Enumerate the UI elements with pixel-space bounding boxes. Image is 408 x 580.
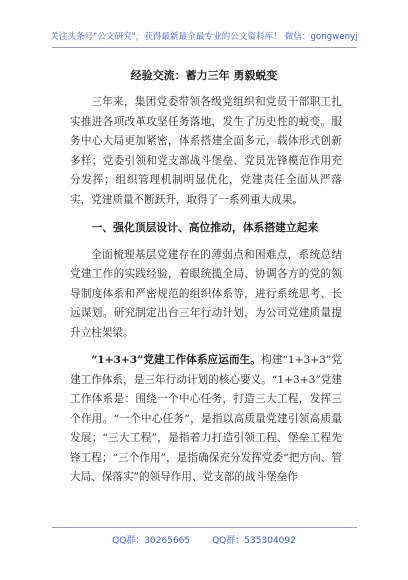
document-body [70,93,342,488]
footer-qq-group-1: QQ群：30265665 [112,536,191,546]
footer-contact [0,533,408,546]
footer-divider [52,527,357,528]
footer-qq-group-2: QQ群：535304092 [212,536,296,546]
document-title: 经验交流：蓄力三年 勇毅蜕变 [130,69,278,82]
section1-paragraph: 全面梳理基层党建存在的薄弱点和困难点，系统总结党建工作的实践经验，着眼统揽全局、协调各方的党的领导制度体系和严密规范的组织体系等，进行系统思考、长远谋划。研究制定出台三年行动计划，为公司党建质量提升立柱架梁。 [70,248,342,339]
system-paragraph-text: 构建“1+3+3”党建工作体系，是三年行动计划的核心要义。“1+3+3”党建工作体系是：围绕一个中心任务，打造三大工程，发挥三个作用。“一个中心任务”，是指以高质量党建引领高质量发展；“三大工程”，是指着力打造引领工程、堡垒工程先锋工程；“三个作用”，是指确保充分发挥党委“把方向、管大局、保落实”的领导作用、党支部的战斗堡垒作 [70,354,342,483]
intro-paragraph: 三年来，集团党委带领各级党组织和党员干部职工扎实推进各项改革攻坚任务落地，发生了历史性的蜕变。服务中心大局更加紧密，体系搭建全面多元，载体形式创新多样；党委引领和党支部战斗堡垒、党员先锋模范作用充分发挥；组织管理机制明显优化，党建责任全面从严落实，党建质量不断跃升，取得了一系列重大成果。 [70,96,342,206]
header-divider [52,47,357,48]
section-heading-1: 一、强化顶层设计、高位推动，体系搭建立起来 [91,221,319,234]
system-paragraph-lead: “1+3+3”党建工作体系应运而生。 [91,354,262,366]
system-paragraph [70,351,342,488]
header-promo-note: 关注头条号"公文研究"，获得最新最全最专业的公文资料库！ 微信：gongwenyj [50,32,358,42]
